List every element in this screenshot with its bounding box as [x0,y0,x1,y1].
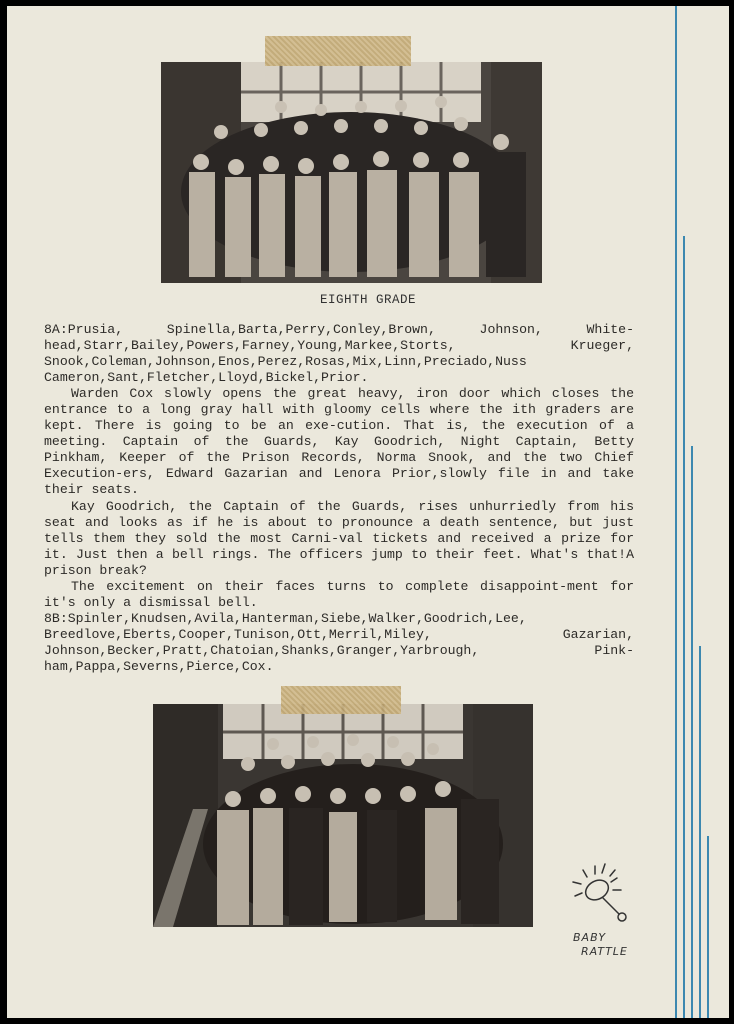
margin-line-5 [707,836,709,1018]
baby-rattle-label [573,931,663,959]
tape-top [265,36,411,66]
yearbook-page [7,6,729,1018]
paragraph-warden: Warden Cox slowly opens the great heavy, iron door which closes the entrance to a long gray hall with gloomy cells where the ith graders are kept. There is going to be an exe-cution. That is, the execution of a meeting. Captain of the Guards, Kay Goodrich, Night Captain, Betty Pinkham, Keeper of the Prison Records, Norma Snook, and the two Chief Execution-ers, Edward Gazarian and Lenora Prior,slowly file in and take their seats. [44,386,634,498]
class-8b-roster: 8B:Spinler,Knudsen,Avila,Hanterman,Siebe,Walker,Goodrich,Lee, Breedlove,Eberts,Cooper,Tunison,Ott,Merril,Miley, Gazarian, Johnson,Becker,Pratt,Chatoian,Shanks,Granger,Yarbrough, Pink-ham,Pappa,Severns,Pierce,Cox. [44,610,634,674]
eighth-grade-8b-photo [153,704,533,927]
paragraph-excitement: The excitement on their faces turns to complete disappoint-ment for it's only a dismissal bell. [44,578,634,610]
eighth-grade-8a-photo [161,62,542,283]
tape-bottom [281,686,401,714]
class-8a-roster: 8A:Prusia, Spinella,Barta,Perry,Conley,Brown, Johnson, White-head,Starr,Bailey,Powers,Farney,Young,Markee,Storts, Krueger, Snook,Coleman,Johnson,Enos,Perez,Rosas,Mix,Linn,Preciado,Nuss Cameron,Sant,Fletcher,Lloyd,Bickel,Prior. [44,322,634,386]
paragraph-captain: Kay Goodrich, the Captain of the Guards, rises unhurriedly from his seat and looks as if he is about to pronounce a death sentence, but just tells them they sold the most Carni-val tickets and received a prize for it. Just then a bell rings. The officers jump to their feet. What's that!A prison break? [44,498,634,578]
margin-line-1 [675,6,677,1018]
page-caption: EIGHTH GRADE [319,293,416,307]
baby-rattle-icon [555,846,635,926]
margin-line-2 [683,236,685,1018]
margin-line-3 [691,446,693,1018]
baby-rattle-label-line-2: RATTLE [581,945,628,958]
margin-line-4 [699,646,701,1018]
baby-rattle-label-line-1: BABY [573,931,607,944]
body-text [44,322,634,675]
